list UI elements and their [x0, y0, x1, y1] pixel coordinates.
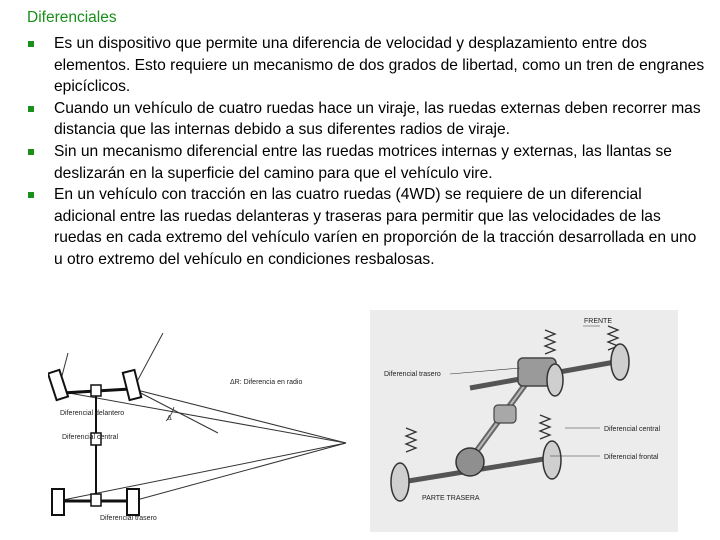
bullet-item	[27, 33, 707, 98]
bullet-text: Es un dispositivo que permite una diferencia de velocidad y desplazamiento entre dos elementos. Esto requiere un mecanismo de dos grados de libertad, como un tren de engranes epicíclicos.	[54, 35, 705, 96]
delta-label: Δ	[167, 415, 172, 422]
square-bullet-icon	[28, 192, 34, 198]
front-differential-label: Diferencial delantero	[60, 410, 125, 417]
turning-radius-diagram	[48, 333, 348, 525]
bullet-list	[27, 33, 707, 271]
rear-part-label: PARTE TRASERA	[422, 495, 480, 502]
bullet-item	[27, 184, 707, 270]
square-bullet-icon	[28, 149, 34, 155]
bullet-text: Cuando un vehículo de cuatro ruedas hace un viraje, las ruedas externas deben recorrer mas distancia que las internas debido a sus diferentes radios de viraje.	[54, 99, 701, 139]
drivetrain-illustration	[370, 310, 678, 532]
rear-differential-label: Diferencial trasero	[384, 371, 441, 378]
front-differential-label: Diferencial frontal	[604, 454, 659, 461]
center-differential-label: Diferencial central	[62, 434, 119, 441]
center-differential-label: Diferencial central	[604, 426, 661, 433]
bullet-item	[27, 98, 707, 141]
rear-differential-label: Diferencial trasero	[100, 515, 157, 522]
front-part-label: FRENTE	[584, 318, 612, 325]
square-bullet-icon	[28, 106, 34, 112]
slide-title: Diferenciales	[27, 9, 117, 26]
delta-radius-label: ΔR: Diferencia en radio	[230, 379, 303, 386]
square-bullet-icon	[28, 41, 34, 47]
bullet-item	[27, 141, 707, 184]
bullet-text: Sin un mecanismo diferencial entre las ruedas motrices internas y externas, las llantas se deslizarán en la superficie del camino para que el vehículo vire.	[54, 142, 672, 182]
bullet-text: En un vehículo con tracción en las cuatro ruedas (4WD) se requiere de un diferencial adicional entre las ruedas delanteras y traseras para permitir que las velocidades de las ruedas en cada extremo del vehículo varíen en proporción de la tracción desarrollada en uno u otro extremo del vehículo en condiciones resbalosas.	[54, 186, 697, 268]
